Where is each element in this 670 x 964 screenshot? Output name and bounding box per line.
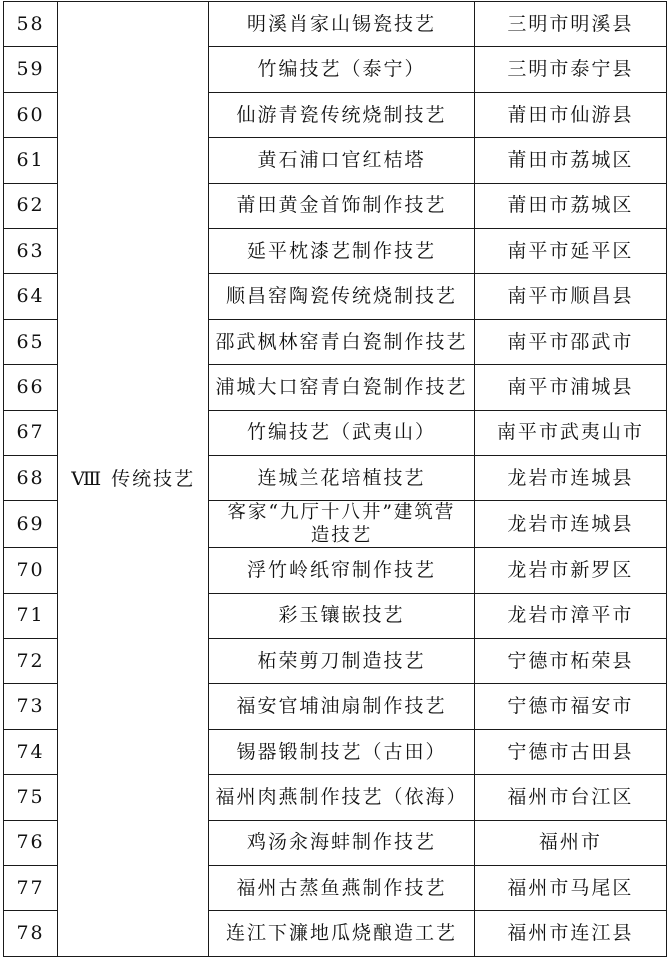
item-location: 宁德市古田县 <box>474 729 666 774</box>
item-name: 福安官埔油扇制作技艺 <box>209 684 474 729</box>
item-name: 浦城大口窑青白瓷制作技艺 <box>209 365 474 410</box>
row-number: 66 <box>4 365 58 410</box>
item-name: 福州肉燕制作技艺（依海） <box>209 775 474 820</box>
item-location: 莆田市荔城区 <box>474 138 666 183</box>
item-location: 南平市顺昌县 <box>474 274 666 319</box>
item-name: 鸡汤汆海蚌制作技艺 <box>209 820 474 865</box>
item-name: 黄石浦口官红桔塔 <box>209 138 474 183</box>
item-name: 明溪肖家山锡瓷技艺 <box>209 2 474 47</box>
item-location: 莆田市仙游县 <box>474 92 666 137</box>
row-number: 62 <box>4 183 58 228</box>
row-number: 70 <box>4 548 58 593</box>
row-number: 63 <box>4 228 58 273</box>
item-name: 连江下濂地瓜烧酿造工艺 <box>209 911 474 956</box>
row-number: 72 <box>4 639 58 684</box>
item-location: 莆田市荔城区 <box>474 183 666 228</box>
row-number: 74 <box>4 729 58 774</box>
item-name: 顺昌窑陶瓷传统烧制技艺 <box>209 274 474 319</box>
item-name: 竹编技艺（泰宁） <box>209 47 474 92</box>
row-number: 64 <box>4 274 58 319</box>
item-name <box>209 501 474 548</box>
item-name: 福州古蒸鱼燕制作技艺 <box>209 866 474 911</box>
item-name: 延平枕漆艺制作技艺 <box>209 228 474 273</box>
item-location: 龙岩市连城县 <box>474 501 666 548</box>
table-row <box>4 2 667 47</box>
item-name: 邵武枫林窑青白瓷制作技艺 <box>209 319 474 364</box>
row-number: 77 <box>4 866 58 911</box>
item-name: 仙游青瓷传统烧制技艺 <box>209 92 474 137</box>
item-name-text: 客家“九厅十八井”建筑营造技艺 <box>227 502 456 547</box>
item-location: 宁德市柘荣县 <box>474 639 666 684</box>
row-number: 76 <box>4 820 58 865</box>
item-location: 三明市泰宁县 <box>474 47 666 92</box>
item-name: 柘荣剪刀制造技艺 <box>209 639 474 684</box>
row-number: 67 <box>4 410 58 455</box>
item-name: 竹编技艺（武夷山） <box>209 410 474 455</box>
row-number: 65 <box>4 319 58 364</box>
row-number: 71 <box>4 593 58 638</box>
item-location: 福州市马尾区 <box>474 866 666 911</box>
item-location: 福州市 <box>474 820 666 865</box>
row-number: 78 <box>4 911 58 956</box>
item-name: 连城兰花培植技艺 <box>209 455 474 500</box>
category-cell: Ⅷ 传统技艺 <box>58 2 209 957</box>
item-location: 龙岩市新罗区 <box>474 548 666 593</box>
item-location: 福州市连江县 <box>474 911 666 956</box>
item-name: 锡器锻制技艺（古田） <box>209 729 474 774</box>
row-number: 75 <box>4 775 58 820</box>
item-name: 莆田黄金首饰制作技艺 <box>209 183 474 228</box>
item-location: 南平市延平区 <box>474 228 666 273</box>
heritage-table <box>3 1 667 957</box>
item-location: 龙岩市连城县 <box>474 455 666 500</box>
row-number: 60 <box>4 92 58 137</box>
item-name: 浮竹岭纸帘制作技艺 <box>209 548 474 593</box>
row-number: 69 <box>4 501 58 548</box>
item-location: 宁德市福安市 <box>474 684 666 729</box>
row-number: 59 <box>4 47 58 92</box>
row-number: 68 <box>4 455 58 500</box>
row-number: 58 <box>4 2 58 47</box>
item-name: 彩玉镶嵌技艺 <box>209 593 474 638</box>
row-number: 73 <box>4 684 58 729</box>
item-location: 龙岩市漳平市 <box>474 593 666 638</box>
item-location: 三明市明溪县 <box>474 2 666 47</box>
item-location: 福州市台江区 <box>474 775 666 820</box>
item-location: 南平市武夷山市 <box>474 410 666 455</box>
item-location: 南平市浦城县 <box>474 365 666 410</box>
row-number: 61 <box>4 138 58 183</box>
item-location: 南平市邵武市 <box>474 319 666 364</box>
